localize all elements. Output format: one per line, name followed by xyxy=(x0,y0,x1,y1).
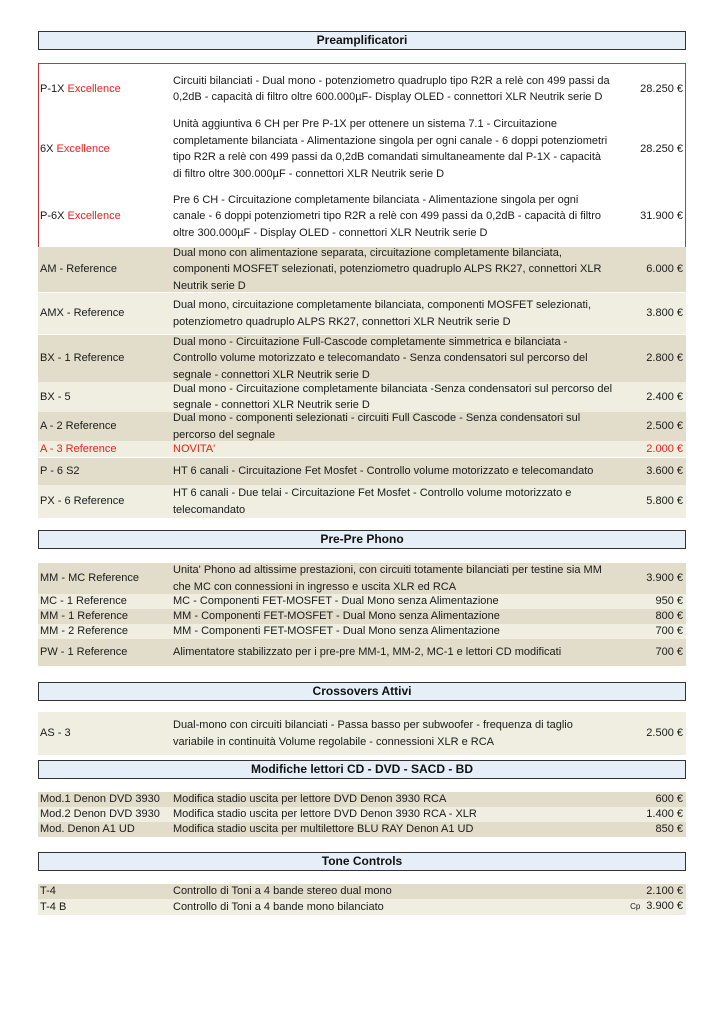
product-description: Alimentatore stabilizzato per i pre-pre MM-1, MM-2, MC-1 e lettori CD modificati xyxy=(173,646,562,659)
product-description: MM - Componenti FET-MOSFET - Dual Mono senza Alimentazione xyxy=(173,625,500,638)
product-price: 2.400 € xyxy=(646,390,683,403)
product-description: Dual-mono con circuiti bilanciati - Passa basso per subwoofer - frequenza di taglio variabile in continuità Volume regolabile - connessioni XLR e RCA xyxy=(173,719,573,748)
product-description: Dual mono - Circuitazione completamente bilanciata -Senza condensatori sul percorso del segnale - connettori XLR Neutrik serie D xyxy=(173,382,613,411)
product-description: Unità aggiuntiva 6 CH per Pre P-1X per ottenere un sistema 7.1 - Circuitazione completamente bilanciata - Alimentazione singola per ogni canale - 6 doppi potenziometri tipo R2R a relè con 499 passi da 0,2dB comandati simultaneamente dal P-1X - capacità di filtro oltre 300.000µF - connettori XLR Neutrik serie D xyxy=(173,118,608,180)
table-row xyxy=(38,116,686,182)
product-name: MM - 1 Reference xyxy=(40,610,129,623)
table-row xyxy=(38,64,686,114)
table-row xyxy=(38,639,686,666)
product-name: PW - 1 Reference xyxy=(40,646,128,659)
section-title-modifiche-lettori: Modifiche lettori CD - DVD - SACD - BD xyxy=(38,760,686,779)
table-row xyxy=(38,884,686,899)
product-name: 6X Excellence xyxy=(40,142,110,155)
product-description: Controllo di Toni a 4 bande stereo dual mono xyxy=(173,885,392,898)
table-row xyxy=(38,293,686,334)
table-row xyxy=(38,247,686,292)
product-price: Cp 3.900 € xyxy=(630,900,683,913)
product-description: HT 6 canali - Due telai - Circuitazione Fet Mosfet - Controllo volume motorizzato e telecomandato xyxy=(173,487,572,516)
product-price: 28.250 € xyxy=(640,142,683,155)
product-name: MM - 2 Reference xyxy=(40,625,129,638)
table-row xyxy=(38,609,686,624)
product-name: Mod.2 Denon DVD 3930 xyxy=(40,808,160,821)
product-price: 3.600 € xyxy=(646,465,683,478)
product-name: AMX - Reference xyxy=(40,307,125,320)
product-description: MM - Componenti FET-MOSFET - Dual Mono senza Alimentazione xyxy=(173,610,500,623)
product-price: 6.000 € xyxy=(646,263,683,276)
table-row xyxy=(38,441,686,457)
product-description: Modifica stadio uscita per lettore DVD Denon 3930 RCA - XLR xyxy=(173,808,477,821)
section-title-pre-pre-phono: Pre-Pre Phono xyxy=(38,530,686,549)
product-price: 3.900 € xyxy=(646,572,683,585)
product-price: 800 € xyxy=(655,610,683,623)
table-row xyxy=(38,712,686,755)
product-price: 3.800 € xyxy=(646,307,683,320)
product-description: Unita' Phono ad altissime prestazioni, con circuiti totamente bilanciati per testine sia MM che MC con connessioni in ingresso e uscita XLR ed RCA xyxy=(173,564,602,593)
product-price: 31.900 € xyxy=(640,210,683,223)
product-description: Circuiti bilanciati - Dual mono - potenziometro quadruplo tipo R2R a relè con 499 passi da 0,2dB - capacità di filtro oltre 600.000µF- Display OLED - connettori XLR Neutrik serie D xyxy=(173,74,610,103)
product-description: Controllo di Toni a 4 bande mono bilanciato xyxy=(173,900,384,913)
product-description: Modifica stadio uscita per multilettore BLU RAY Denon A1 UD xyxy=(173,823,474,836)
product-name: P-6X Excellence xyxy=(40,210,121,223)
product-description: HT 6 canali - Circuitazione Fet Mosfet - Controllo volume motorizzato e telecomandato xyxy=(173,465,594,478)
product-price: 700 € xyxy=(655,646,683,659)
product-price: 1.400 € xyxy=(646,808,683,821)
product-price: 5.800 € xyxy=(646,495,683,508)
product-name: P-1X Excellence xyxy=(40,82,121,95)
section-title-crossovers-attivi: Crossovers Attivi xyxy=(38,682,686,701)
product-name: AS - 3 xyxy=(40,727,71,740)
table-row xyxy=(38,624,686,639)
product-description: Dual mono - Circuitazione Full-Cascode completamente simmetrica e bilanciata - Controllo volume motorizzato e telecomandato - Senza condensatori sul percorso del segnale - connettori XLR Neutrik serie D xyxy=(173,335,588,381)
product-price: 600 € xyxy=(655,793,683,806)
product-price: 2.500 € xyxy=(646,727,683,740)
product-name: AM - Reference xyxy=(40,263,118,276)
product-name: P - 6 S2 xyxy=(40,465,80,478)
product-name: MM - MC Reference xyxy=(40,572,140,585)
product-name: BX - 5 xyxy=(40,390,71,403)
product-name: T-4 xyxy=(40,885,56,898)
product-description: NOVITA' xyxy=(173,442,216,455)
table-row xyxy=(38,191,686,242)
table-row xyxy=(38,563,686,594)
product-description: Modifica stadio uscita per lettore DVD Denon 3930 RCA xyxy=(173,793,447,806)
table-row xyxy=(38,594,686,609)
product-description: Dual mono - componenti selezionati - circuiti Full Cascode - Senza condensatori sul percorso del segnale xyxy=(173,412,581,441)
product-price: 850 € xyxy=(655,823,683,836)
table-row xyxy=(38,899,686,915)
product-name: PX - 6 Reference xyxy=(40,495,125,508)
table-row xyxy=(38,335,686,382)
table-row xyxy=(38,807,686,822)
table-row xyxy=(38,822,686,837)
product-description: MC - Componenti FET-MOSFET - Dual Mono senza Alimentazione xyxy=(173,595,499,608)
product-price: 700 € xyxy=(655,625,683,638)
product-name: MC - 1 Reference xyxy=(40,595,127,608)
product-name: Mod.1 Denon DVD 3930 xyxy=(40,793,160,806)
price-tag: Cp xyxy=(630,902,641,912)
table-row xyxy=(38,382,686,412)
table-row xyxy=(38,458,686,485)
product-price: 2.500 € xyxy=(646,420,683,433)
product-name: A - 2 Reference xyxy=(40,420,117,433)
product-price: 2.100 € xyxy=(646,885,683,898)
table-row xyxy=(38,485,686,518)
section-title-tone-controls: Tone Controls xyxy=(38,852,686,871)
product-name: A - 3 Reference xyxy=(40,442,117,455)
product-price: 2.000 € xyxy=(646,442,683,455)
product-name: T-4 B xyxy=(40,900,67,913)
section-title-preamplificatori: Preamplificatori xyxy=(38,31,686,50)
product-price: 950 € xyxy=(655,595,683,608)
product-name: BX - 1 Reference xyxy=(40,352,125,365)
table-row xyxy=(38,792,686,807)
product-description: Dual mono con alimentazione separata, circuitazione completamente bilanciata, componenti MOSFET selezionati, potenziometro quadruplo ALPS RK27, connettori XLR Neutrik serie D xyxy=(173,246,602,292)
product-description: Dual mono, circuitazione completamente bilanciata, componenti MOSFET selezionati, potenziometro quadruplo ALPS RK27, connettori XLR Neutrik serie D xyxy=(173,299,591,328)
product-description: Pre 6 CH - Circuitazione completamente bilanciata - Alimentazione singola per ogni canale - 6 doppi potenziometri tipo R2R a relè con 499 passi da 0,2dB - capacità di filtro oltre 300.000µF - Display OLED - connettori XLR Neutrik serie D xyxy=(173,193,602,239)
product-price: 28.250 € xyxy=(640,82,683,95)
product-name: Mod. Denon A1 UD xyxy=(40,823,135,836)
table-row xyxy=(38,412,686,441)
product-price: 2.800 € xyxy=(646,352,683,365)
